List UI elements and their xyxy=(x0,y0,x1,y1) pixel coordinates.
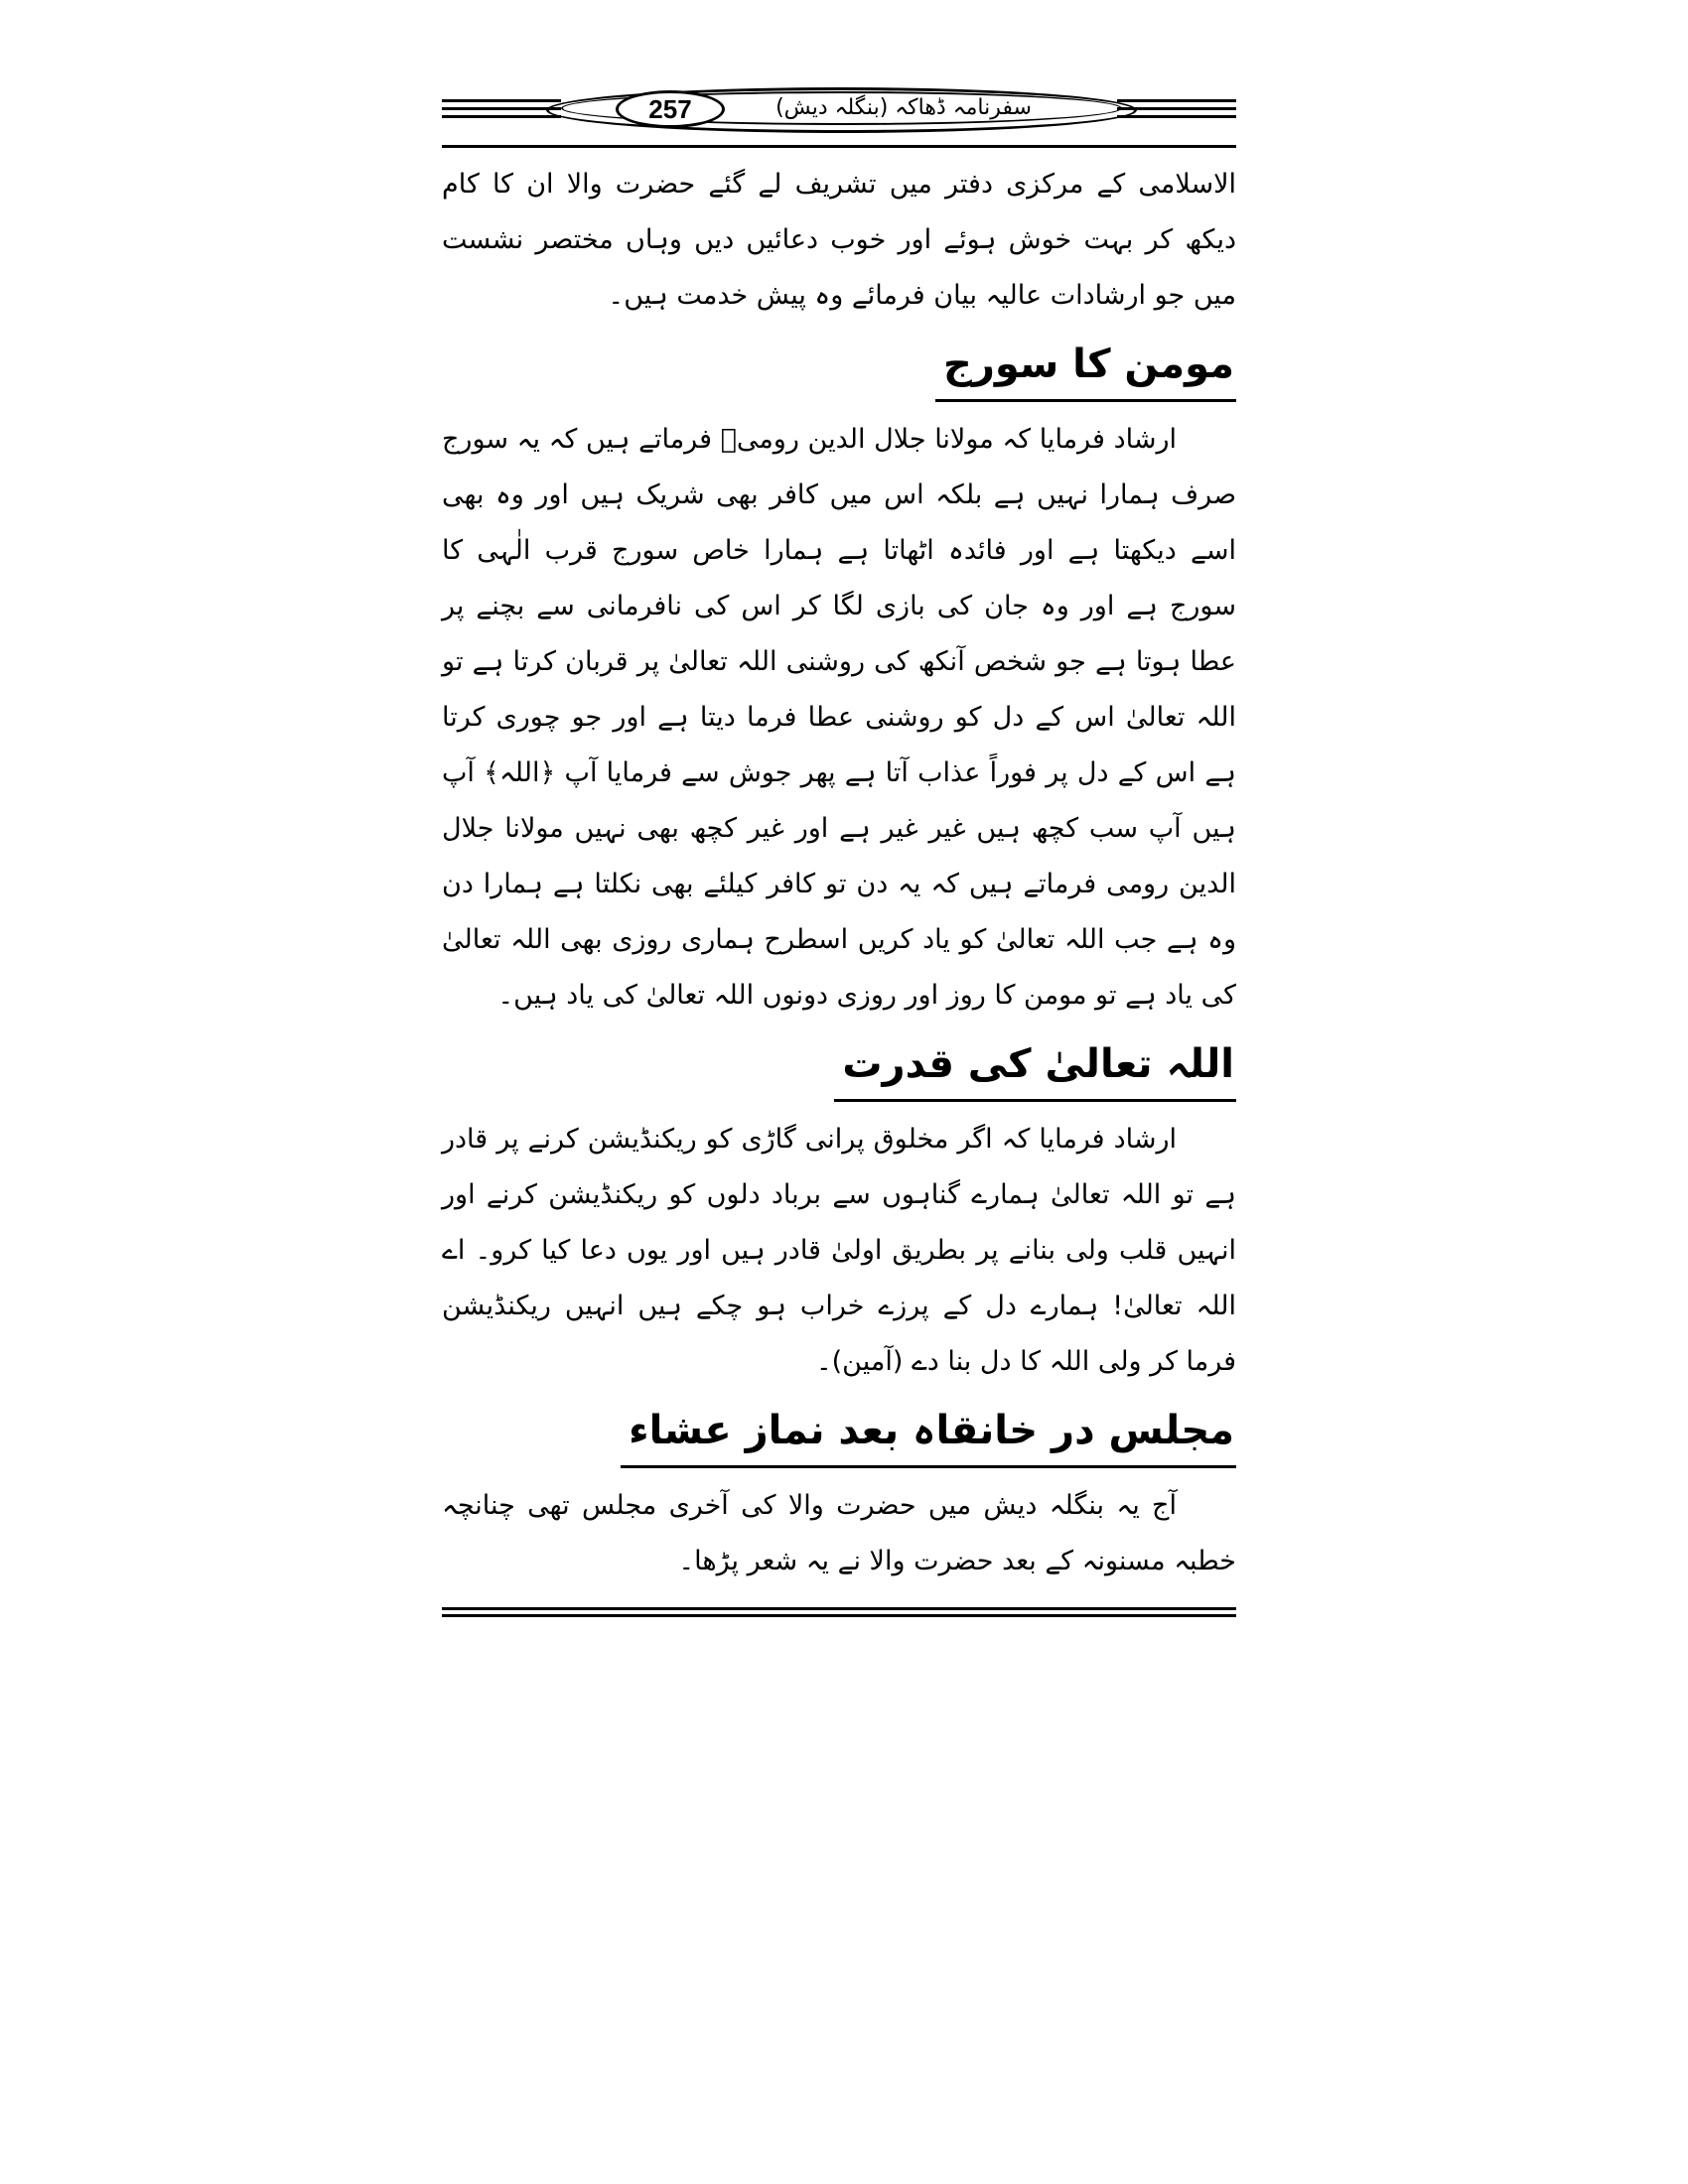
section-heading: مومن کا سورج xyxy=(935,334,1236,402)
footer-double-rule xyxy=(442,1607,1236,1617)
paragraph: ارشاد فرمایا کہ مولانا جلال الدین رومیؒ فرماتے ہیں کہ یہ سورج صرف ہمارا نہیں ہے بلکہ اس میں کافر بھی شریک ہیں اور وہ بھی اسے دیکھتا ہے اور فائدہ اٹھاتا ہے ہمارا خاص سورج قرب الٰہی کا سورج ہے اور وہ جان کی بازی لگا کر اس کی نافرمانی سے بچنے پر عطا ہوتا ہے جو شخص آنکھ کی روشنی اللہ تعالیٰ پر قربان کرتا ہے تو اللہ تعالیٰ اس کے دل کو روشنی عطا فرما دیتا ہے اور جو چوری کرتا ہے اس کے دل پر فوراً عذاب آتا ہے پھر جوش سے فرمایا آپ ﴿اللہ﴾ آپ ہیں آپ سب کچھ ہیں غیر غیر ہے اور غیر کچھ بھی نہیں مولانا جلال الدین رومی فرماتے ہیں کہ یہ دن تو کافر کیلئے بھی نکلتا ہے ہمارا دن وہ ہے جب اللہ تعالیٰ کو یاد کریں اسطرح ہماری روزی بھی اللہ تعالیٰ کی یاد ہے تو مومن کا روز اور روزی دونوں اللہ تعالیٰ کی یاد ہیں۔ xyxy=(442,424,1236,1011)
page-header xyxy=(442,79,1236,157)
book-page xyxy=(442,79,1236,1621)
running-title: سفرنامہ ڈھاکہ (بنگلہ دیش) xyxy=(775,95,1032,120)
section-heading: اللہ تعالیٰ کی قدرت xyxy=(834,1033,1236,1102)
section-momin-ka-suraj xyxy=(442,334,1236,1024)
paragraph: ارشاد فرمایا کہ اگر مخلوق پرانی گاڑی کو ریکنڈیشن کرنے پر قادر ہے تو اللہ تعالیٰ ہمارے گناہوں سے برباد دلوں کو ریکنڈیشن کرنے اور انہیں قلب ولی بنانے پر بطریق اولیٰ قادر ہیں اور یوں دعا کیا کرو۔ اے اللہ تعالیٰ! ہمارے دل کے پرزے خراب ہو چکے ہیں انہیں ریکنڈیشن فرما کر ولی اللہ کا دل بنا دے (آمین)۔ xyxy=(442,1124,1236,1377)
section-intro xyxy=(442,157,1236,324)
section-heading: مجلس در خانقاہ بعد نماز عشاء xyxy=(621,1400,1236,1468)
paragraph: آج یہ بنگلہ دیش میں حضرت والا کی آخری مجلس تھی چنانچہ خطبہ مسنونہ کے بعد حضرت والا نے یہ شعر پڑھا۔ xyxy=(442,1490,1236,1576)
page-number: 257 xyxy=(616,90,725,128)
section-majlis xyxy=(442,1400,1236,1589)
header-rule-left xyxy=(442,99,561,119)
header-bottom-rule xyxy=(442,145,1236,148)
section-allah-ki-qudrat xyxy=(442,1033,1236,1390)
paragraph: الاسلامی کے مرکزی دفتر میں تشریف لے گئے حضرت والا ان کا کام دیکھ کر بہت خوش ہوئے اور خوب دعائیں دیں وہاں مختصر نشست میں جو ارشادات عالیہ بیان فرمائے وہ پیش خدمت ہیں۔ xyxy=(442,169,1236,311)
